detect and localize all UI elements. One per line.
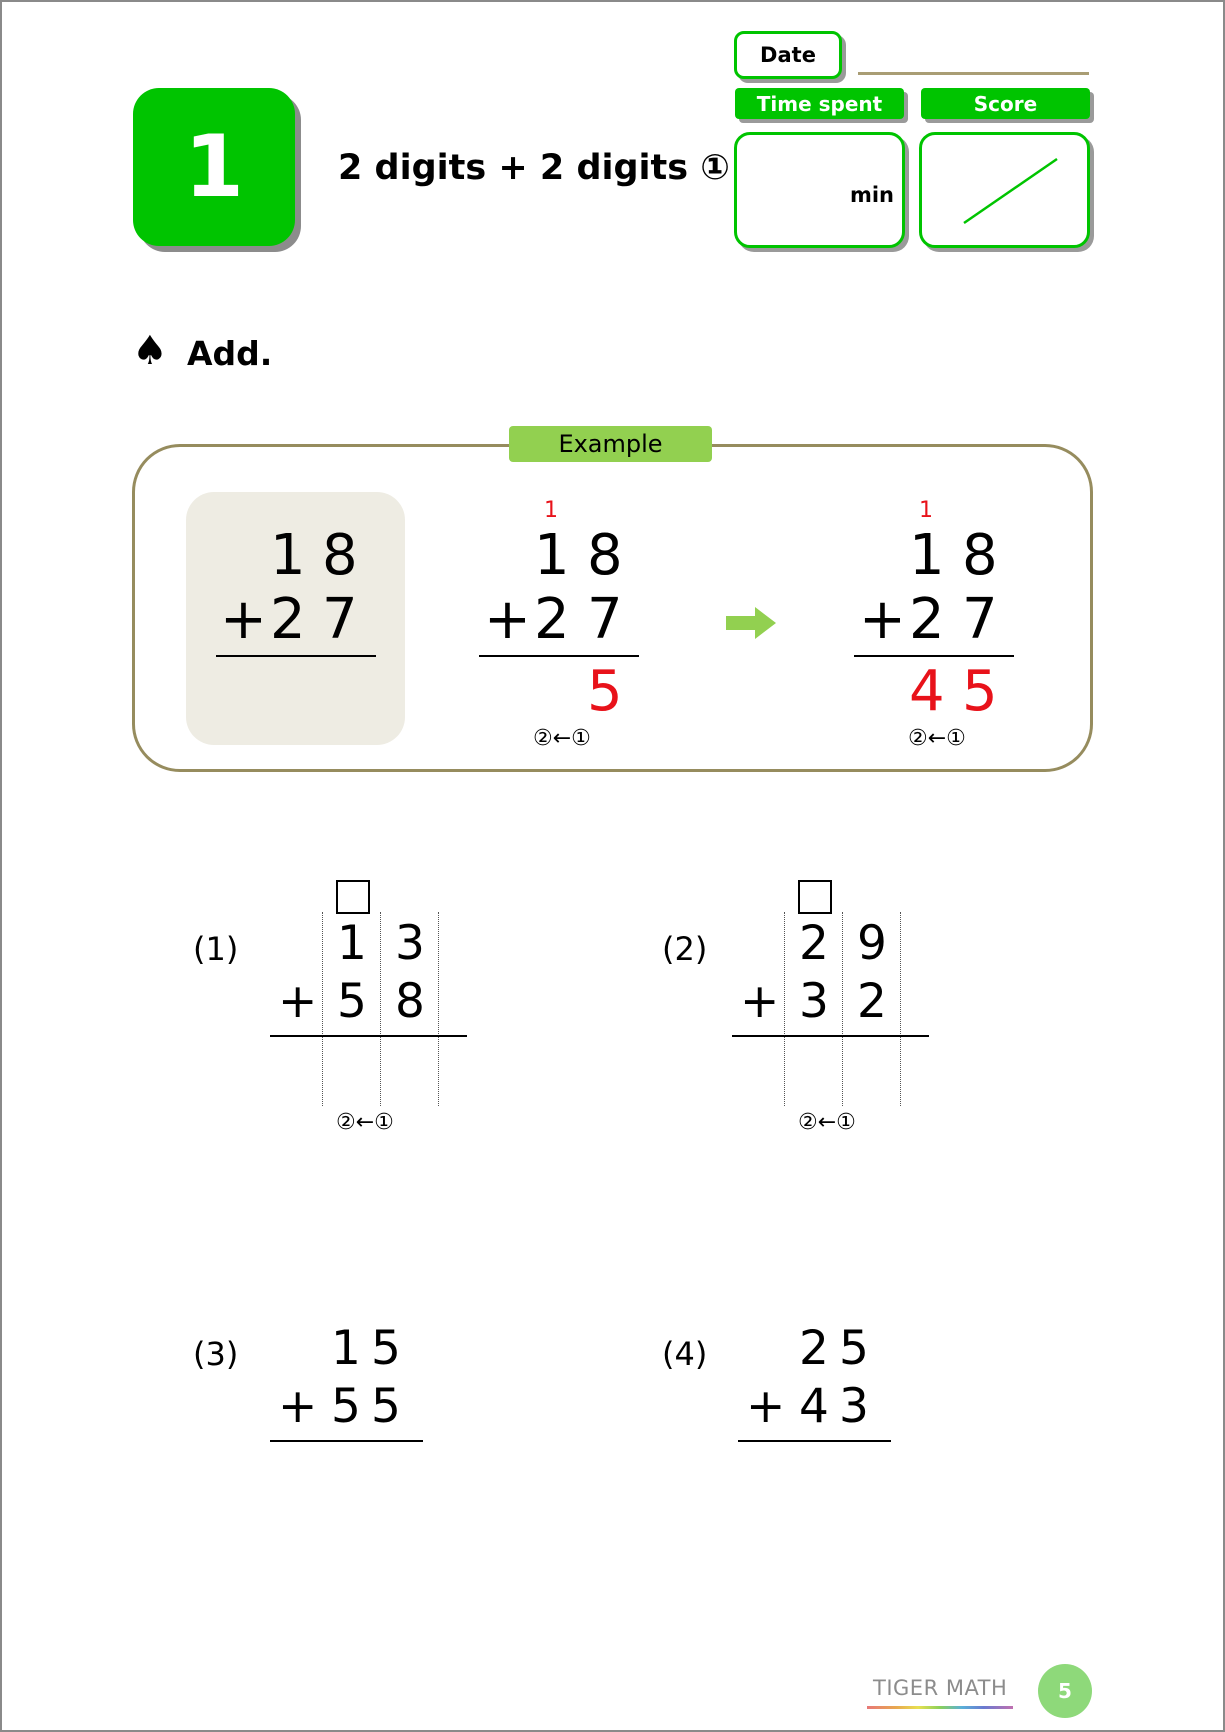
problem-3-bottom-ones: 5 [371,1379,401,1434]
ex3-carry: 1 [919,498,933,523]
problem-3-bottom-tens: 5 [331,1379,361,1434]
ex1-top-tens: 1 [270,523,306,588]
spade-icon: ♠ [132,328,168,374]
ex1-bottom-tens: 2 [270,587,306,652]
ex1-bottom-ones: 7 [322,587,358,652]
date-write-line[interactable] [858,72,1089,75]
ex2-bottom-ones: 7 [587,587,623,652]
problem-1-carry-box[interactable] [336,880,370,914]
problem-2-bottom-tens: 3 [799,974,829,1029]
problem-1-sum-line [270,1035,467,1037]
problem-4-top-ones: 5 [839,1321,869,1376]
problem-4-label: (4) [662,1335,708,1373]
ex2-order-hint: ②←① [533,726,591,751]
ex3-order-hint: ②←① [908,726,966,751]
problem-2-plus-sign: + [740,974,780,1029]
problem-1-grid-line [380,912,381,1106]
time-unit-label: min [849,183,894,207]
problem-3-plus-sign: + [278,1379,318,1434]
page-number: 5 [1038,1664,1092,1718]
problem-4-bottom-ones: 3 [839,1379,869,1434]
problem-2-top-ones: 9 [857,916,887,971]
date-label: Date [734,31,842,79]
problem-1-grid-line [322,912,323,1106]
ex2-plus-sign: + [484,587,531,652]
problem-3-label: (3) [193,1335,239,1373]
ex2-top-tens: 1 [534,523,570,588]
problem-4-top-tens: 2 [799,1321,829,1376]
problem-1-bottom-tens: 5 [337,974,367,1029]
ex3-top-ones: 8 [962,523,998,588]
score-slash-icon [922,135,1087,245]
brand-underline [867,1706,1013,1709]
problem-2-grid-line [900,912,901,1106]
example-label: Example [509,426,712,462]
problem-1-bottom-ones: 8 [395,974,425,1029]
problem-2-label: (2) [662,930,708,968]
score-label: Score [921,88,1090,119]
arrow-right-icon [726,607,776,639]
problem-4-sum-line [738,1440,891,1442]
problem-2-carry-box[interactable] [798,880,832,914]
ex3-sum-line [854,655,1014,657]
ex3-result-ones: 5 [962,659,998,724]
problem-1-grid-line [438,912,439,1106]
problem-2-order-hint: ②←① [798,1110,856,1135]
time-spent-box[interactable] [734,132,905,248]
ex2-carry: 1 [544,498,558,523]
problem-2-bottom-ones: 2 [857,974,887,1029]
ex1-top-ones: 8 [322,523,358,588]
problem-1-plus-sign: + [278,974,318,1029]
problem-2-sum-line [732,1035,929,1037]
ex3-bottom-tens: 2 [909,587,945,652]
problem-1-top-tens: 1 [337,916,367,971]
ex2-sum-line [479,655,639,657]
ex3-top-tens: 1 [909,523,945,588]
problem-2-grid-line [842,912,843,1106]
problem-3-top-ones: 5 [371,1321,401,1376]
ex3-bottom-ones: 7 [962,587,998,652]
problem-1-top-ones: 3 [395,916,425,971]
time-spent-label: Time spent [735,88,904,119]
ex1-sum-line [216,655,376,657]
ex3-plus-sign: + [859,587,906,652]
problem-1-order-hint: ②←① [336,1110,394,1135]
ex3-result-tens: 4 [909,659,945,724]
lesson-number-badge: 1 [133,88,295,246]
ex1-plus-sign: + [220,587,267,652]
problem-4-bottom-tens: 4 [799,1379,829,1434]
brand-logo-text: TIGER MATH [873,1676,1008,1700]
problem-1-label: (1) [193,930,239,968]
ex2-result-ones: 5 [587,659,623,724]
problem-2-top-tens: 2 [799,916,829,971]
ex2-bottom-tens: 2 [534,587,570,652]
problem-3-top-tens: 1 [331,1321,361,1376]
problem-4-plus-sign: + [746,1379,786,1434]
lesson-title: 2 digits + 2 digits ① [338,148,730,188]
problem-2-grid-line [784,912,785,1106]
ex2-top-ones: 8 [587,523,623,588]
problem-3-sum-line [270,1440,423,1442]
instruction-text: Add. [187,334,273,373]
score-box[interactable] [919,132,1090,248]
